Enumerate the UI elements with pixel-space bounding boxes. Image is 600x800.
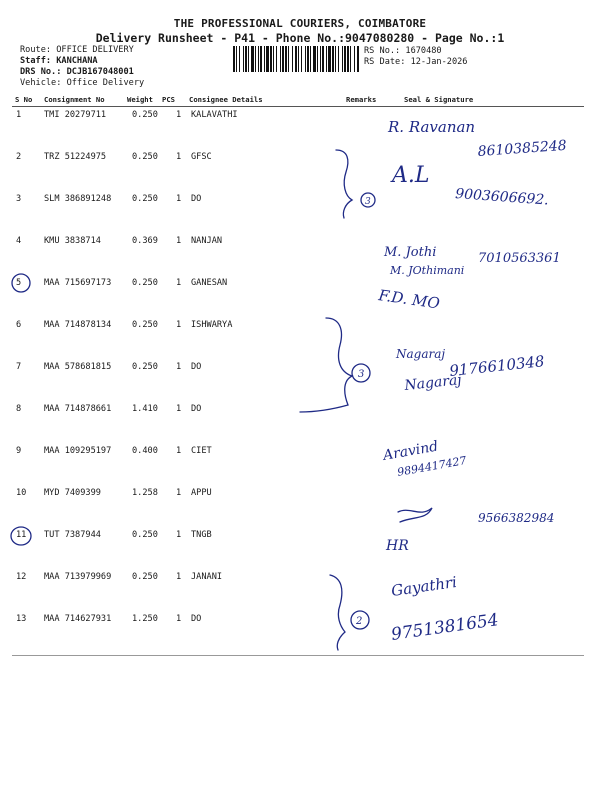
barcode-bar bbox=[295, 46, 297, 72]
table-bottom-divider bbox=[12, 655, 584, 656]
row-sno: 12 bbox=[16, 572, 27, 582]
page-title: THE PROFESSIONAL COURIERS, COIMBATORE bbox=[173, 17, 427, 30]
table-row bbox=[0, 278, 600, 290]
row-sno: 3 bbox=[16, 194, 22, 204]
row-pieces: 1 bbox=[176, 446, 182, 456]
barcode-bar bbox=[317, 46, 318, 72]
handwritten-phone: 7010563361 bbox=[478, 251, 561, 266]
barcode-bar bbox=[285, 46, 287, 72]
barcode-bar bbox=[236, 46, 237, 72]
barcode-bar bbox=[251, 46, 254, 72]
barcode-bar bbox=[266, 46, 269, 72]
row-consignment-number: MAA 109295197 bbox=[44, 446, 112, 456]
row-sno: 7 bbox=[16, 362, 22, 372]
row-weight: 0.250 bbox=[132, 320, 158, 330]
row-consignee: DO bbox=[191, 194, 202, 204]
row-consignee: GFSC bbox=[191, 152, 212, 162]
row-consignee: ISHWARYA bbox=[191, 320, 233, 330]
handwritten-name: A.L bbox=[392, 163, 430, 188]
row-pieces: 1 bbox=[176, 488, 182, 498]
row-consignment-number: MAA 714878134 bbox=[44, 320, 112, 330]
row-pieces: 1 bbox=[176, 152, 182, 162]
table-row bbox=[0, 110, 600, 122]
barcode-bar bbox=[280, 46, 281, 72]
row-pieces: 1 bbox=[176, 404, 182, 414]
handwritten-count: 2 bbox=[356, 616, 363, 627]
row-sno: 1 bbox=[16, 110, 22, 120]
table-row bbox=[0, 194, 600, 206]
rs-number-text: RS No.: 1670480 bbox=[364, 46, 442, 56]
barcode-bar bbox=[328, 46, 331, 72]
handwritten-phone: 8610385248 bbox=[477, 137, 568, 160]
table-row bbox=[0, 362, 600, 374]
row-pieces: 1 bbox=[176, 530, 182, 540]
row-consignee: DO bbox=[191, 404, 202, 414]
row-weight: 0.250 bbox=[132, 530, 158, 540]
table-row bbox=[0, 236, 600, 248]
handwritten-name: M. JOthimani bbox=[390, 264, 465, 277]
barcode-bar bbox=[344, 46, 346, 72]
row-weight: 0.250 bbox=[132, 152, 158, 162]
barcode-bar bbox=[245, 46, 247, 72]
barcode-bar bbox=[310, 46, 311, 72]
barcode-bar bbox=[350, 46, 351, 72]
row-consignee: NANJAN bbox=[191, 236, 223, 246]
barcode-bar bbox=[258, 46, 259, 72]
barcode-bar bbox=[326, 46, 327, 72]
barcode-bar bbox=[307, 46, 309, 72]
barcode-bar bbox=[292, 46, 293, 72]
row-consignment-number: MYD 7409399 bbox=[44, 488, 101, 498]
row-consignee: GANESAN bbox=[191, 278, 228, 288]
page-subtitle: Delivery Runsheet - P41 - Phone No.:9047080280 - Page No.:1 bbox=[95, 31, 505, 45]
row-consignment-number: SLM 386891248 bbox=[44, 194, 112, 204]
barcode bbox=[232, 46, 360, 72]
column-header-remarks: Remarks bbox=[346, 95, 377, 104]
row-consignee: TNGB bbox=[191, 530, 212, 540]
row-sno: 11 bbox=[16, 530, 27, 540]
row-pieces: 1 bbox=[176, 278, 182, 288]
row-weight: 0.250 bbox=[132, 362, 158, 372]
barcode-bar bbox=[260, 46, 262, 72]
barcode-bar bbox=[347, 46, 349, 72]
barcode-bar bbox=[301, 46, 302, 72]
barcode-bar bbox=[255, 46, 256, 72]
row-weight: 0.250 bbox=[132, 278, 158, 288]
handwritten-name: Nagaraj bbox=[396, 347, 446, 361]
vehicle-text: Vehicle: Office Delivery bbox=[20, 78, 145, 88]
handwritten-phone: 9894417427 bbox=[396, 453, 468, 479]
barcode-bar bbox=[305, 46, 306, 72]
row-pieces: 1 bbox=[176, 614, 182, 624]
row-sno: 4 bbox=[16, 236, 22, 246]
route-text: Route: OFFICE DELIVERY bbox=[20, 45, 134, 55]
bracket-group-3 bbox=[330, 575, 345, 650]
handwritten-name: Nagaraj bbox=[403, 372, 463, 394]
row-consignment-number: TUT 7387944 bbox=[44, 530, 101, 540]
row-sno: 5 bbox=[16, 278, 22, 288]
row-sno: 6 bbox=[16, 320, 22, 330]
table-row bbox=[0, 614, 600, 626]
table-row bbox=[0, 572, 600, 584]
column-header-seal-signature: Seal & Signature bbox=[404, 95, 474, 104]
row-consignment-number: MAA 715697173 bbox=[44, 278, 112, 288]
barcode-bar bbox=[338, 46, 339, 72]
row-consignment-number: MAA 714878661 bbox=[44, 404, 112, 414]
row-sno: 13 bbox=[16, 614, 27, 624]
drs-number-text: DRS No.: DCJB167048001 bbox=[20, 67, 134, 77]
row-pieces: 1 bbox=[176, 194, 182, 204]
row-pieces: 1 bbox=[176, 236, 182, 246]
table-row bbox=[0, 320, 600, 332]
table-row bbox=[0, 404, 600, 416]
row-consignment-number: KMU 3838714 bbox=[44, 236, 101, 246]
scribble-row-10 bbox=[398, 508, 432, 522]
row-consignee: KALAVATHI bbox=[191, 110, 238, 120]
barcode-bar bbox=[273, 46, 274, 72]
barcode-bar bbox=[270, 46, 272, 72]
column-header-consignee: Consignee Details bbox=[189, 95, 263, 104]
table-row bbox=[0, 446, 600, 458]
row-consignee: DO bbox=[191, 614, 202, 624]
row-consignment-number: MAA 714627931 bbox=[44, 614, 112, 624]
row-weight: 1.250 bbox=[132, 614, 158, 624]
row-pieces: 1 bbox=[176, 362, 182, 372]
row-sno: 9 bbox=[16, 446, 22, 456]
row-consignment-number: MAA 578681815 bbox=[44, 362, 112, 372]
row-pieces: 1 bbox=[176, 572, 182, 582]
row-consignment-number: TMI 20279711 bbox=[44, 110, 107, 120]
handwritten-phone: 9566382984 bbox=[478, 511, 555, 525]
barcode-bar bbox=[282, 46, 284, 72]
barcode-bar bbox=[335, 46, 336, 72]
column-header-consignment: Consignment No bbox=[44, 95, 105, 104]
header-divider bbox=[12, 106, 584, 107]
handwritten-name: M. Jothi bbox=[384, 245, 437, 260]
table-row bbox=[0, 530, 600, 542]
barcode-bar bbox=[332, 46, 334, 72]
barcode-bar bbox=[264, 46, 265, 72]
barcode-bar bbox=[320, 46, 321, 72]
row-consignee: JANANI bbox=[191, 572, 223, 582]
row-weight: 0.369 bbox=[132, 236, 158, 246]
handwritten-phone: 9176610348 bbox=[448, 352, 546, 380]
handwritten-name: Aravind bbox=[381, 438, 440, 464]
row-sno: 10 bbox=[16, 488, 27, 498]
row-weight: 1.258 bbox=[132, 488, 158, 498]
table-row bbox=[0, 152, 600, 164]
row-pieces: 1 bbox=[176, 110, 182, 120]
barcode-bar bbox=[239, 46, 240, 72]
handwritten-name: Gayathri bbox=[390, 572, 458, 600]
barcode-bar bbox=[298, 46, 299, 72]
column-header-pcs: PCS bbox=[162, 95, 175, 104]
barcode-bar bbox=[288, 46, 289, 72]
row-sno: 2 bbox=[16, 152, 22, 162]
row-sno: 8 bbox=[16, 404, 22, 414]
barcode-bar bbox=[276, 46, 277, 72]
barcode-bar bbox=[313, 46, 316, 72]
rs-date-text: RS Date: 12-Jan-2026 bbox=[364, 57, 468, 67]
barcode-bar bbox=[342, 46, 343, 72]
barcode-bar bbox=[248, 46, 249, 72]
runsheet-info-right bbox=[364, 46, 467, 68]
row-consignment-number: TRZ 51224975 bbox=[44, 152, 107, 162]
barcode-bar bbox=[354, 46, 355, 72]
runsheet-info-left bbox=[20, 45, 144, 89]
row-weight: 1.410 bbox=[132, 404, 158, 414]
row-consignment-number: MAA 713979969 bbox=[44, 572, 112, 582]
row-consignee: CIET bbox=[191, 446, 212, 456]
row-weight: 0.250 bbox=[132, 572, 158, 582]
handwritten-count: 3 bbox=[365, 197, 371, 207]
barcode-bar bbox=[233, 46, 235, 72]
handwritten-phone: 9751381654 bbox=[389, 610, 500, 645]
handwritten-name: R. Ravanan bbox=[388, 118, 476, 136]
barcode-bar bbox=[322, 46, 324, 72]
column-header-sno: S No bbox=[15, 95, 33, 104]
row-pieces: 1 bbox=[176, 320, 182, 330]
table-row bbox=[0, 488, 600, 500]
row-consignee: APPU bbox=[191, 488, 212, 498]
row-consignee: DO bbox=[191, 362, 202, 372]
row-weight: 0.250 bbox=[132, 110, 158, 120]
barcode-bar bbox=[243, 46, 244, 72]
handwritten-phone: 9003606692. bbox=[454, 186, 550, 209]
handwritten-note: F.D. MO bbox=[377, 286, 441, 313]
handwritten-count: 3 bbox=[358, 369, 365, 380]
column-header-weight: Weight bbox=[127, 95, 153, 104]
barcode-bar bbox=[357, 46, 359, 72]
handwritten-note: HR bbox=[386, 538, 409, 554]
row-weight: 0.250 bbox=[132, 194, 158, 204]
row-weight: 0.400 bbox=[132, 446, 158, 456]
staff-text: Staff: KANCHANA bbox=[20, 56, 98, 66]
